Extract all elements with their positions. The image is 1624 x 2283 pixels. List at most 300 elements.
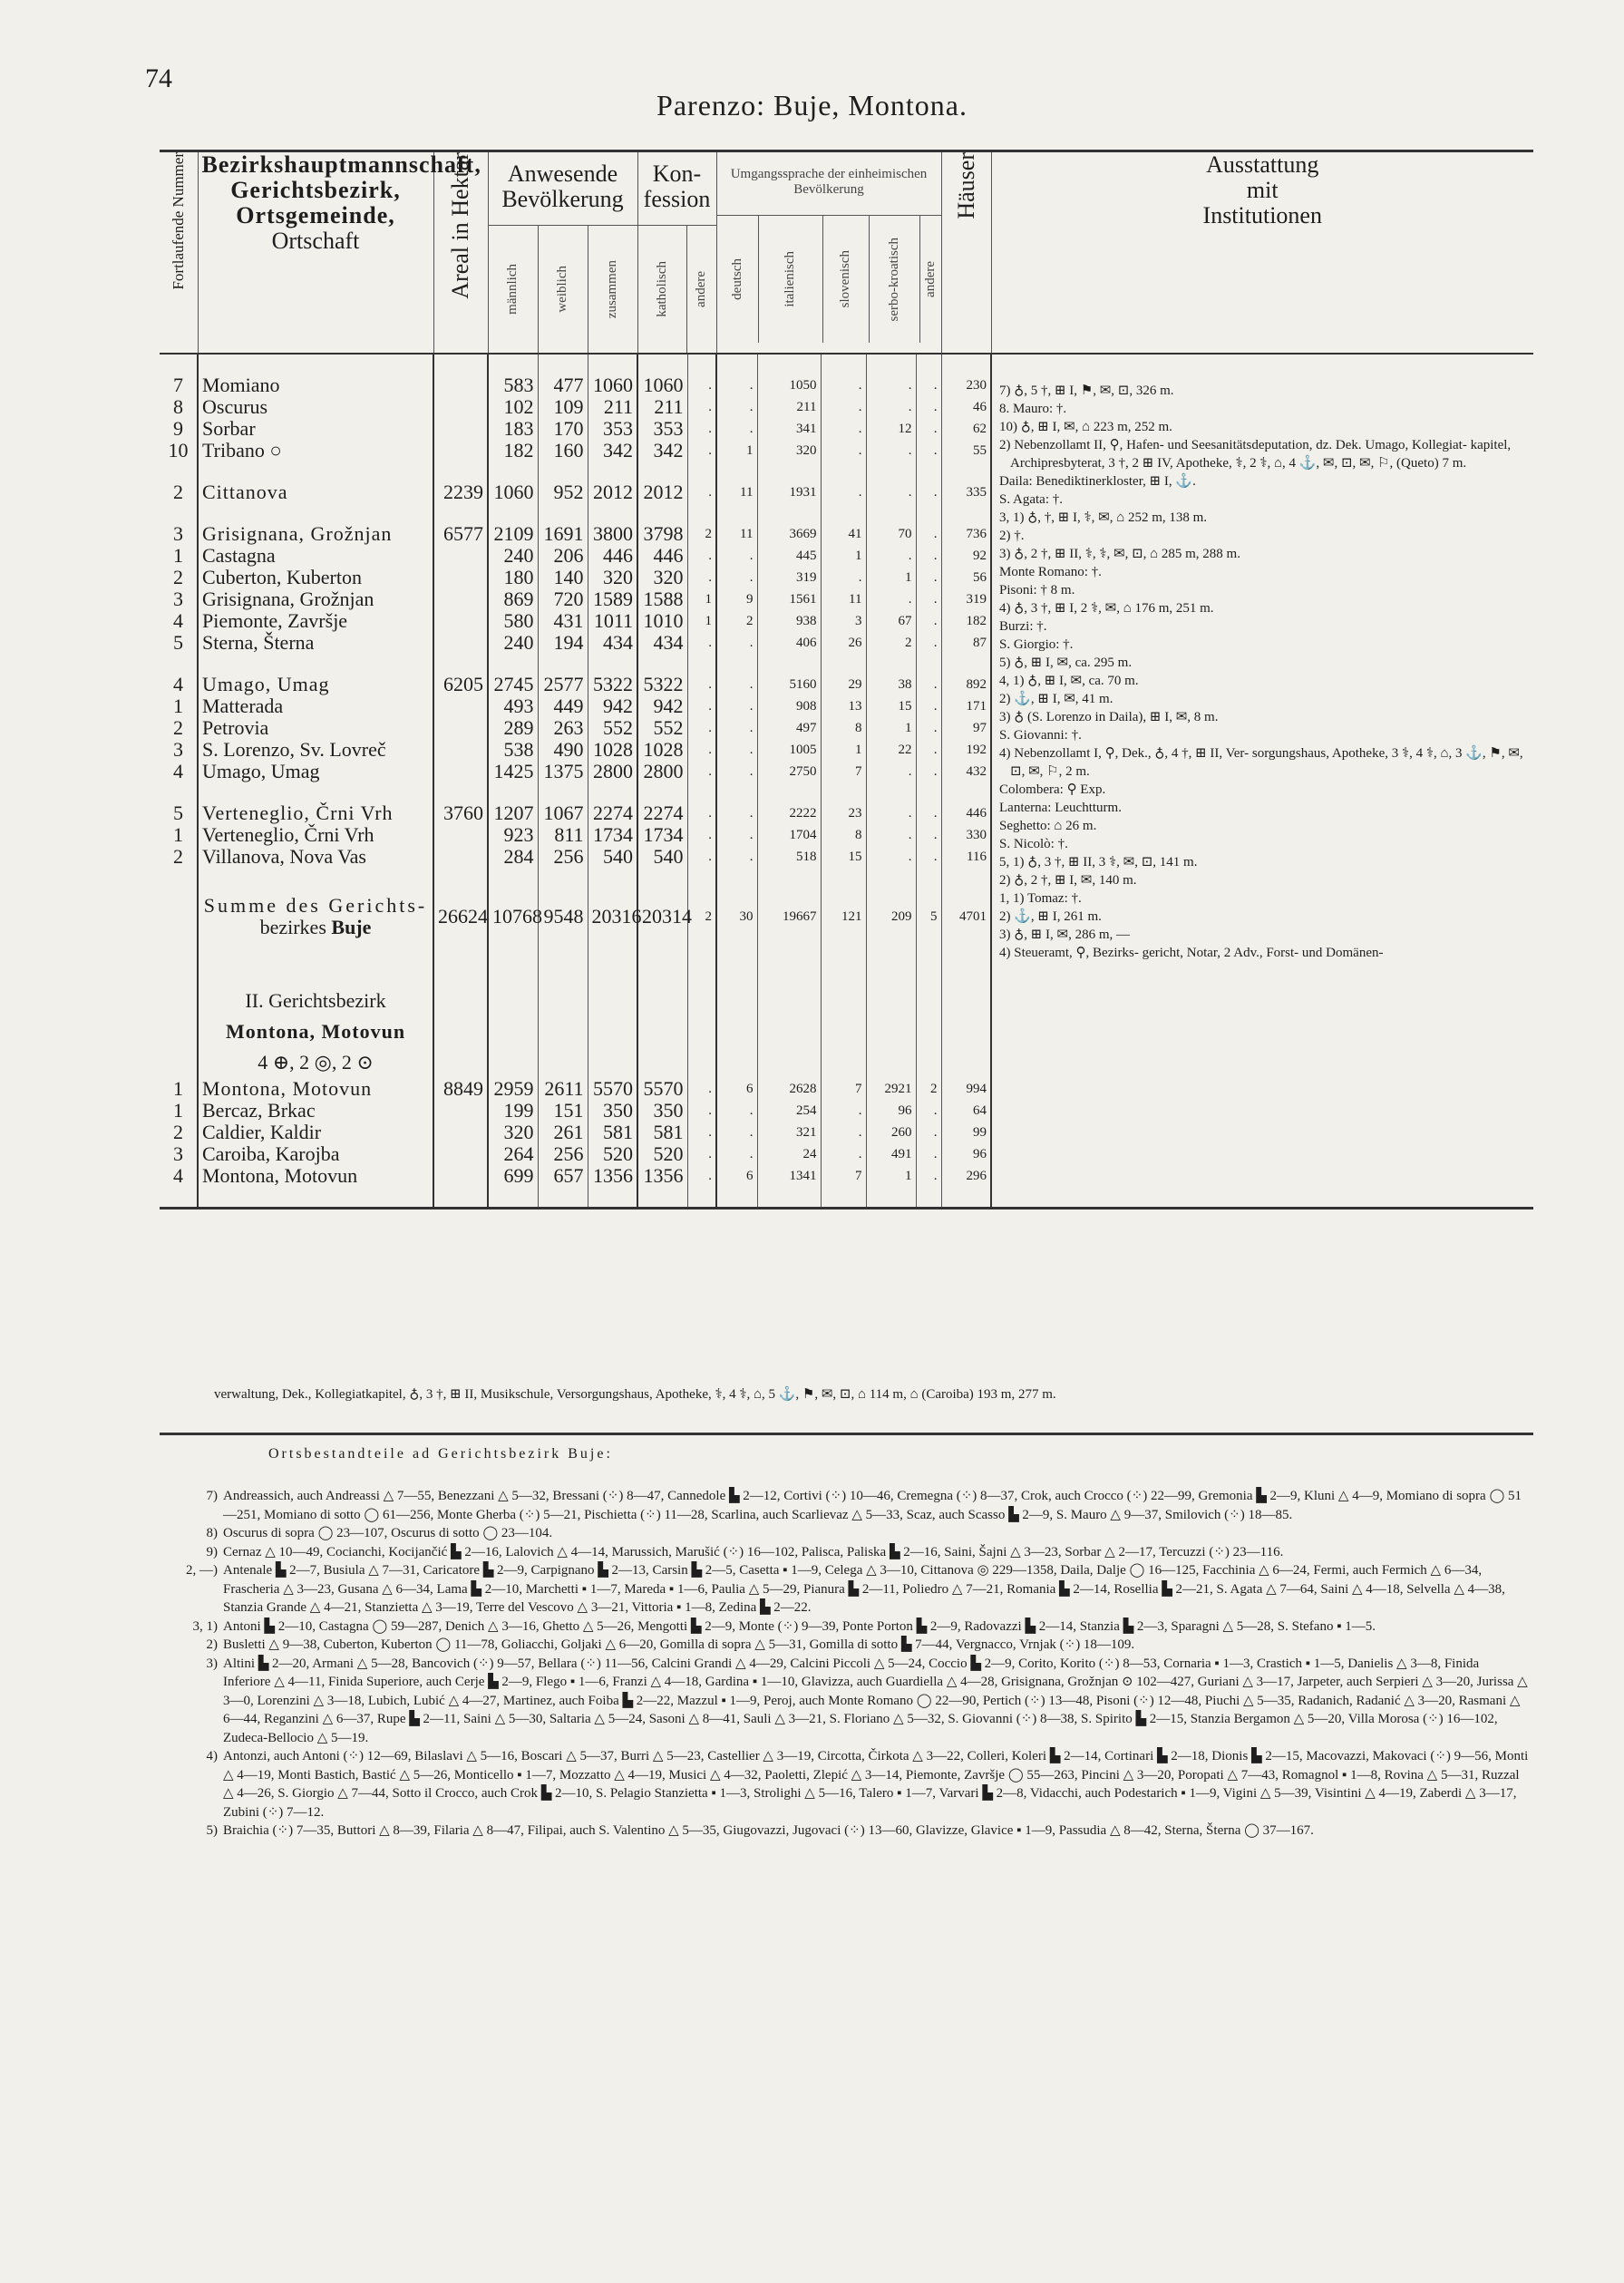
cell-z: 1060 [588, 374, 637, 396]
cell-an: . [916, 695, 941, 717]
cell-an: . [916, 846, 941, 868]
cell-de: . [716, 418, 757, 440]
cell-name: Caroiba, Karojba [198, 1143, 433, 1165]
cell-de: 9 [716, 588, 757, 610]
cell-an: . [916, 674, 941, 695]
note-line: Monte Romano: †. [999, 565, 1102, 579]
cell-h: 92 [941, 545, 991, 567]
cell-name: Tribano ○ [198, 440, 433, 461]
language-header: Umgangssprache der einheimischen Bevölkerung deutsch italienisch slovenisch serbo-kroatisch andere [716, 151, 941, 355]
sum-name [198, 888, 433, 946]
cell-sk: 2 [866, 632, 916, 654]
cell-a: . [687, 802, 716, 824]
ortsbestandteile-title: Ortsbestandteile ad Gerichtsbezirk Buje: [268, 1446, 613, 1462]
cell-sk: 15 [866, 695, 916, 717]
cell-area [433, 761, 488, 782]
cell-sk: . [866, 824, 916, 846]
cell-z: 1356 [588, 1165, 637, 1187]
cell-z: 353 [588, 418, 637, 440]
cell-area [433, 545, 488, 567]
ortsbestandteile-list [169, 1487, 1529, 1841]
cell-it: 1050 [757, 374, 821, 396]
cell-de: . [716, 1122, 757, 1143]
ortsbestandteil-entry [169, 1636, 1529, 1655]
cell-w: 261 [538, 1122, 588, 1143]
sum-h: 4701 [941, 888, 991, 946]
cell-sk: . [866, 374, 916, 396]
cell-sk: . [866, 802, 916, 824]
cell-w: 170 [538, 418, 588, 440]
cell-sl: . [821, 1122, 866, 1143]
cell-name: Piemonte, Završje [198, 610, 433, 632]
cell-m: 240 [488, 545, 538, 567]
cell-sl: . [821, 418, 866, 440]
cell-w: 256 [538, 1143, 588, 1165]
cell-m: 580 [488, 610, 538, 632]
cell-area [433, 567, 488, 588]
cell-sk: . [866, 481, 916, 503]
total-header: zusammen [605, 259, 619, 319]
cell-name: Caldier, Kaldir [198, 1122, 433, 1143]
cell-an: . [916, 632, 941, 654]
entry-label: 3) [206, 1656, 218, 1671]
cell-sl: 7 [821, 1078, 866, 1100]
cell-sl: 3 [821, 610, 866, 632]
cell-h: 319 [941, 588, 991, 610]
cell-w: 490 [538, 739, 588, 761]
cell-nr: 4 [160, 761, 198, 782]
entry-label: 2) [206, 1637, 218, 1652]
sum-area: 26624 [433, 888, 488, 946]
cell-name: Grisignana, Grožnjan [198, 523, 433, 545]
cell-sk: . [866, 396, 916, 418]
sum-label: Summe des Gerichts- [203, 894, 428, 917]
note-line: 8. Mauro: †. [999, 402, 1067, 416]
cell-z: 3800 [588, 523, 637, 545]
cell-area [433, 824, 488, 846]
cell-sl: . [821, 440, 866, 461]
cell-w: 657 [538, 1165, 588, 1187]
cell-nr: 4 [160, 674, 198, 695]
cell-it: 254 [757, 1100, 821, 1122]
cell-w: 449 [538, 695, 588, 717]
note-line: S. Agata: †. [999, 492, 1063, 507]
name-header: Bezirkshauptmannschaft, Gerichtsbezirk, Ortsgemeinde, Ortschaft [198, 151, 433, 355]
cell-nr: 4 [160, 610, 198, 632]
cell-de: . [716, 374, 757, 396]
sum-a: 2 [687, 888, 716, 946]
cell-w: 720 [538, 588, 588, 610]
cell-an: . [916, 1143, 941, 1165]
cell-area [433, 632, 488, 654]
cell-k: 3798 [637, 523, 687, 545]
cell-it: 321 [757, 1122, 821, 1143]
cell-an: . [916, 802, 941, 824]
cell-area [433, 610, 488, 632]
cell-m: 240 [488, 632, 538, 654]
german-header: deutsch [729, 258, 744, 300]
cell-a: . [687, 374, 716, 396]
cell-a: 2 [687, 523, 716, 545]
cell-name: Cuberton, Kuberton [198, 567, 433, 588]
cell-nr: 3 [160, 588, 198, 610]
cell-sk: 1 [866, 567, 916, 588]
ortsbestandteil-entry [169, 1543, 1529, 1562]
cell-h: 994 [941, 1078, 991, 1100]
cell-nr: 3 [160, 1143, 198, 1165]
cell-sl: 41 [821, 523, 866, 545]
serbo-croat-header: serbo-kroatisch [886, 237, 901, 322]
cell-h: 56 [941, 567, 991, 588]
cell-k: 540 [637, 846, 687, 868]
cell-area [433, 1143, 488, 1165]
cell-area [433, 1100, 488, 1122]
divider [160, 1433, 1533, 1435]
cell-z: 2012 [588, 481, 637, 503]
district-line1: II. Gerichtsbezirk [245, 989, 386, 1012]
cell-sk: 12 [866, 418, 916, 440]
cell-nr: 2 [160, 846, 198, 868]
entry-text: Braichia (⁘) 7—35, Buttori △ 8—39, Filaria △ 8—47, Filipai, auch S. Valentino △ 5—35, Giugovazzi, Jugovaci (⁘) 13—60, Glavizze, Glavice ▪ 1—9, Passudia △ 8—42, Sterna, Šterna ◯ 37—167. [223, 1823, 1314, 1838]
cell-k: 1588 [637, 588, 687, 610]
sum-sl: 121 [821, 888, 866, 946]
sum-m: 10768 [488, 888, 538, 946]
cell-h: 182 [941, 610, 991, 632]
cell-name: Castagna [198, 545, 433, 567]
cell-m: 1425 [488, 761, 538, 782]
cell-k: 1734 [637, 824, 687, 846]
cell-an: . [916, 396, 941, 418]
note-line: 3) ♁, ⊞ I, ✉, 286 m, — [999, 928, 1131, 942]
cell-h: 87 [941, 632, 991, 654]
cell-h: 192 [941, 739, 991, 761]
cell-k: 1028 [637, 739, 687, 761]
cell-sk: 2921 [866, 1078, 916, 1100]
cell-k: 342 [637, 440, 687, 461]
cell-nr: 1 [160, 545, 198, 567]
cell-a: . [687, 567, 716, 588]
cell-h: 892 [941, 674, 991, 695]
cell-nr: 5 [160, 802, 198, 824]
entry-label: 7) [206, 1489, 218, 1503]
note-line: 2) ⚓, ⊞ I, 261 m. [999, 909, 1102, 924]
cell-nr: 2 [160, 717, 198, 739]
cell-sk: . [866, 761, 916, 782]
note-line: 2) ⚓, ⊞ I, ✉, 41 m. [999, 692, 1113, 706]
note-line: 4) Nebenzollamt I, ⚲, Dek., ♁, 4 †, ⊞ II, Ver- sorgungshaus, Apotheke, 3 ⚕, 4 ⚕, ⌂, 3 ⚓, ⚑, ✉, ⊡, ✉, ⚐, 2 m. [999, 746, 1523, 779]
cell-w: 256 [538, 846, 588, 868]
sum-label-2: bezirkes Buje [259, 916, 372, 938]
cell-nr: 1 [160, 1100, 198, 1122]
cell-name: Sterna, Šterna [198, 632, 433, 654]
other-conf-header: andere [694, 271, 709, 307]
cell-a: . [687, 1165, 716, 1187]
cell-h: 64 [941, 1100, 991, 1122]
table-body [160, 354, 1533, 1209]
cell-a: . [687, 695, 716, 717]
cell-area [433, 739, 488, 761]
district-line2: Montona, Motovun [225, 1020, 406, 1043]
cell-nr: 10 [160, 440, 198, 461]
cell-z: 342 [588, 440, 637, 461]
cell-a: . [687, 1078, 716, 1100]
cell-m: 289 [488, 717, 538, 739]
cell-a: . [687, 739, 716, 761]
note-line: Pisoni: † 8 m. [999, 583, 1075, 597]
page-title: Parenzo: Buje, Montona. [656, 89, 968, 121]
cell-nr: 9 [160, 418, 198, 440]
ortsbestandteil-entry [169, 1655, 1529, 1748]
cell-m: 264 [488, 1143, 538, 1165]
cell-nr: 1 [160, 1078, 198, 1100]
cell-w: 1691 [538, 523, 588, 545]
cell-k: 350 [637, 1100, 687, 1122]
cell-a: . [687, 440, 716, 461]
cell-sk: 22 [866, 739, 916, 761]
entry-text: Busletti △ 9—38, Cuberton, Kuberton ◯ 11—78, Goliacchi, Goljaki △ 6—20, Gomilla di sopra △ 5—31, Gomilla di sotto ▙ 7—44, Vergnacco, Vrnjak (⁘) 18—109. [223, 1637, 1135, 1652]
cell-name: Montona, Motovun [198, 1078, 433, 1100]
note-line: Daila: Benediktinerkloster, ⊞ I, ⚓. [999, 474, 1196, 489]
cell-an: . [916, 761, 941, 782]
note-line: 3, 1) ♁, †, ⊞ I, ⚕, ✉, ⌂ 252 m, 138 m. [999, 510, 1208, 525]
cell-z: 434 [588, 632, 637, 654]
cell-it: 2222 [757, 802, 821, 824]
entry-label: 2, —) [186, 1563, 218, 1578]
sum-sk: 209 [866, 888, 916, 946]
note-line: Lanterna: Leuchtturm. [999, 801, 1122, 815]
catholic-header: katholisch [654, 261, 669, 317]
note-line: 4, 1) ♁, ⊞ I, ✉, ca. 70 m. [999, 674, 1139, 688]
cell-k: 581 [637, 1122, 687, 1143]
cell-area [433, 440, 488, 461]
cell-name: Matterada [198, 695, 433, 717]
cell-it: 908 [757, 695, 821, 717]
cell-a: 1 [687, 588, 716, 610]
cell-area [433, 588, 488, 610]
note-line: 4) ♁, 3 †, ⊞ I, 2 ⚕, ✉, ⌂ 176 m, 251 m. [999, 601, 1214, 616]
cell-k: 1060 [637, 374, 687, 396]
cell-an: . [916, 418, 941, 440]
cell-sk: 491 [866, 1143, 916, 1165]
houses-header: Häuser [941, 151, 991, 355]
cell-nr: 2 [160, 481, 198, 503]
cell-z: 5322 [588, 674, 637, 695]
cell-m: 320 [488, 1122, 538, 1143]
cell-an: . [916, 374, 941, 396]
cell-a: . [687, 1100, 716, 1122]
cell-nr: 4 [160, 1165, 198, 1187]
note-line: Colombera: ⚲ Exp. [999, 782, 1106, 797]
cell-a: . [687, 824, 716, 846]
cell-k: 2274 [637, 802, 687, 824]
cell-a: . [687, 1143, 716, 1165]
cell-m: 699 [488, 1165, 538, 1187]
cell-sl: 15 [821, 846, 866, 868]
cell-w: 431 [538, 610, 588, 632]
cell-an: 2 [916, 1078, 941, 1100]
cell-de: . [716, 846, 757, 868]
entry-text: Antoni ▙ 2—10, Castagna ◯ 59—287, Denich △ 3—16, Ghetto △ 5—26, Mengotti ▙ 2—9, Monte (⁘) 9—39, Ponte Porton ▙ 2—9, Radovazzi ▙ 2—14, Stanzia ▙ 2—3, Sparagni △ 5—28, S. Stefano ▪ 1—5. [223, 1618, 1376, 1634]
cell-w: 2611 [538, 1078, 588, 1100]
cell-z: 1028 [588, 739, 637, 761]
cell-z: 5570 [588, 1078, 637, 1100]
confession-header: Kon-fession katholisch andere [637, 151, 716, 355]
cell-h: 55 [941, 440, 991, 461]
entry-label: 8) [206, 1526, 218, 1540]
ortsbestandteil-entry [169, 1618, 1529, 1637]
cell-an: . [916, 610, 941, 632]
entry-label: 5) [206, 1823, 218, 1838]
cell-name: Oscurus [198, 396, 433, 418]
population-header: Anwesende Bevölkerung männlich weiblich zusammen [488, 151, 637, 355]
cell-name: Bercaz, Brkac [198, 1100, 433, 1122]
cell-it: 341 [757, 418, 821, 440]
statistics-table [160, 150, 1533, 1210]
cell-z: 2274 [588, 802, 637, 824]
cell-a: . [687, 396, 716, 418]
cell-w: 160 [538, 440, 588, 461]
cell-w: 194 [538, 632, 588, 654]
cell-h: 330 [941, 824, 991, 846]
cell-m: 182 [488, 440, 538, 461]
cell-it: 3669 [757, 523, 821, 545]
cell-w: 2577 [538, 674, 588, 695]
cell-sl: 26 [821, 632, 866, 654]
cell-sl: . [821, 396, 866, 418]
cell-k: 2012 [637, 481, 687, 503]
cell-k: 434 [637, 632, 687, 654]
note-line: 10) ♁, ⊞ I, ✉, ⌂ 223 m, 252 m. [999, 420, 1172, 434]
cell-k: 1356 [637, 1165, 687, 1187]
cell-nr: 3 [160, 523, 198, 545]
ortsbestandteil-entry [169, 1487, 1529, 1524]
entry-text: Andreassich, auch Andreassi △ 7—55, Benezzani △ 5—32, Bressani (⁘) 8—47, Cannedole ▙ 2—12, Cortivi (⁘) 10—46, Cremegna (⁘) 8—37, Crok, auch Crocco (⁘) 22—99, Gremonia ▙ 2—9, Kluni △ 4—9, Momiano di sopra ◯ 51—251, Momiano di sotto ◯ 61—256, Monte Gherba (⁘) 5—21, Pischietta (⁘) 11—28, Scarlina, auch Scarlievaz △ 5—33, Scaz, auch Scasso ▙ 2—9, S. Mauro △ 9—37, Smilovich (⁘) 18—85. [223, 1489, 1522, 1522]
cell-an: . [916, 1165, 941, 1187]
note-line: 3) ♁ (S. Lorenzo in Daila), ⊞ I, ✉, 8 m. [999, 710, 1219, 724]
cell-name: Umago, Umag [198, 761, 433, 782]
cell-area [433, 396, 488, 418]
cell-area [433, 846, 488, 868]
cell-m: 180 [488, 567, 538, 588]
entry-text: Antenale ▙ 2—7, Busiula △ 7—31, Caricatore ▙ 2—9, Carpignano ▙ 2—13, Carsin ▙ 2—5, Casetta ▪ 1—9, Celega △ 3—10, Cittanova ◎ 229—1358, Daila, Dalje ◯ 16—125, Facchinia △ 6—24, Fermi, auch Fermich △ 6—34, Frascheria △ 3—23, Gusana △ 6—34, Lama ▙ 2—10, Marchetti ▪ 1—7, Mareda ▪ 1—6, Paulia △ 5—29, Pianura ▙ 2—11, Poliedro △ 7—21, Romania ▙ 2—14, Rosellia ▙ 2—21, S. Agata △ 7—64, Saini △ 4—18, Selvella △ 4—38, Stanzia Grande △ 4—21, Stanzietta △ 3—19, Terre del Vescovo △ 3—21, Vittoria ▪ 1—8, Zedina ▙ 2—22. [223, 1563, 1505, 1615]
notes-continuation: verwaltung, Dek., Kollegiatkapitel, ♁, 3 †, ⊞ II, Musikschule, Versorgungshaus, Apotheke, ⚕, 4 ⚕, ⌂, 5 ⚓, ⚑, ✉, ⊡, ⌂ 114 m, ⌂ (Caroiba) 193 m, 277 m. [214, 1387, 1056, 1402]
note-line: Burzi: †. [999, 619, 1047, 634]
cell-sl: 1 [821, 739, 866, 761]
cell-name: Umago, Umag [198, 674, 433, 695]
cell-de: . [716, 1100, 757, 1122]
cell-w: 477 [538, 374, 588, 396]
cell-z: 552 [588, 717, 637, 739]
cell-it: 445 [757, 545, 821, 567]
cell-area: 8849 [433, 1078, 488, 1100]
male-header: männlich [505, 264, 520, 315]
cell-m: 2109 [488, 523, 538, 545]
ortsbestandteil-entry [169, 1747, 1529, 1822]
cell-h: 99 [941, 1122, 991, 1143]
cell-it: 5160 [757, 674, 821, 695]
other-lang-header: andere [922, 261, 938, 297]
cell-w: 811 [538, 824, 588, 846]
cell-name: Villanova, Nova Vas [198, 846, 433, 868]
cell-an: . [916, 1122, 941, 1143]
cell-area: 6577 [433, 523, 488, 545]
cell-sk: 260 [866, 1122, 916, 1143]
cell-m: 284 [488, 846, 538, 868]
cell-a: . [687, 717, 716, 739]
cell-nr: 2 [160, 1122, 198, 1143]
cell-h: 171 [941, 695, 991, 717]
cell-area [433, 418, 488, 440]
cell-h: 116 [941, 846, 991, 868]
cell-sl: 8 [821, 717, 866, 739]
cell-de: . [716, 824, 757, 846]
cell-it: 320 [757, 440, 821, 461]
cell-it: 2750 [757, 761, 821, 782]
cell-it: 1931 [757, 481, 821, 503]
cell-a: . [687, 761, 716, 782]
entry-text: Altini ▙ 2—20, Armani △ 5—28, Bancovich (⁘) 9—57, Bellara (⁘) 11—56, Calcini Grandi △ 4—29, Calcini Piccoli △ 5—24, Coccio ▙ 2—9, Corito, Korito (⁘) 8—53, Cornaria ▪ 1—3, Crastich ▪ 1—5, Danielis △ 3—8, Finida Inferiore △ 4—11, Finida Superiore, auch Cerje ▙ 2—9, Flego ▪ 1—6, Franzi △ 4—18, Gardina ▪ 1—10, Glavizza, auch Guardiella △ 4—28, Grisignana, Grožnjan ⊙ 102—427, Guriani △ 3—17, Jarpeter, auch Serpieri △ 3—20, Jurissa △ 3—0, Lorenzini △ 3—18, Lubich, Lubić △ 4—27, Martinez, auch Foiba ▙ 2—22, Mazzul ▪ 1—9, Peroj, auch Monte Romano ◯ 22—90, Pertich (⁘) 13—48, Pisoni (⁘) 12—48, Piuchi △ 5—35, Radanich, Radanić △ 3—20, Rasmani △ 6—44, Reganzini △ 6—37, Rupe ▙ 2—11, Saini △ 5—30, Saltaria △ 5—24, Sasoni △ 8—41, Sauli △ 3—21, S. Floriano △ 5—32, S. Giovanni (⁘) 8—38, S. Spirito ▙ 2—15, Stanzia Bergamon △ 5—20, Villa Morosa (⁘) 16—102, Zudeca-Bellocio △ 5—19. [223, 1656, 1528, 1745]
note-line: 5, 1) ♁, 3 †, ⊞ II, 3 ⚕, ✉, ⊡, 141 m. [999, 855, 1198, 869]
cell-it: 1341 [757, 1165, 821, 1187]
cell-sl: 13 [821, 695, 866, 717]
note-line: 3) ♁, 2 †, ⊞ II, ⚕, ⚕, ✉, ⊡, ⌂ 285 m, 288 m. [999, 547, 1240, 561]
cell-sk: 70 [866, 523, 916, 545]
italian-header: italienisch [783, 251, 797, 307]
cell-a: . [687, 674, 716, 695]
cell-sl: . [821, 1100, 866, 1122]
cell-de: . [716, 545, 757, 567]
cell-area [433, 374, 488, 396]
cell-z: 1011 [588, 610, 637, 632]
sum-an: 5 [916, 888, 941, 946]
cell-m: 493 [488, 695, 538, 717]
cell-sk: . [866, 440, 916, 461]
cell-de: . [716, 761, 757, 782]
cell-sk: 96 [866, 1100, 916, 1122]
cell-m: 199 [488, 1100, 538, 1122]
cell-sk: 38 [866, 674, 916, 695]
cell-nr: 1 [160, 824, 198, 846]
cell-w: 206 [538, 545, 588, 567]
cell-sl: . [821, 481, 866, 503]
cell-name: Montona, Motovun [198, 1165, 433, 1187]
cell-it: 1704 [757, 824, 821, 846]
note-line: 2) Nebenzollamt II, ⚲, Hafen- und Seesanitätsdeputation, dz. Dek. Umago, Kollegiat- kapitel, Archipresbyterat, 3 †, 2 ⊞ IV, Apotheke, ⚕, 2 ⚕, ⌂, 4 ⚓, ✉, ⊡, ✉, ⚐, (Queto) 7 m. [999, 438, 1512, 471]
cell-it: 518 [757, 846, 821, 868]
cell-de: . [716, 396, 757, 418]
cell-name: S. Lorenzo, Sv. Lovreč [198, 739, 433, 761]
cell-sl: 7 [821, 761, 866, 782]
note-line: 5) ♁, ⊞ I, ✉, ca. 295 m. [999, 656, 1133, 670]
cell-w: 263 [538, 717, 588, 739]
cell-h: 446 [941, 802, 991, 824]
cell-h: 736 [941, 523, 991, 545]
entry-label: 3, 1) [192, 1618, 218, 1634]
note-line: 7) ♁, 5 †, ⊞ I, ⚑, ✉, ⊡, 326 m. [999, 384, 1174, 398]
cell-a: . [687, 481, 716, 503]
cell-de: 11 [716, 481, 757, 503]
cell-de: . [716, 695, 757, 717]
cell-sl: 29 [821, 674, 866, 695]
note-line: S. Nicolò: †. [999, 837, 1068, 851]
cell-z: 540 [588, 846, 637, 868]
note-line: S. Giovanni: †. [999, 728, 1082, 743]
cell-h: 46 [941, 396, 991, 418]
cell-it: 24 [757, 1143, 821, 1165]
cell-h: 296 [941, 1165, 991, 1187]
cell-a: . [687, 418, 716, 440]
female-header: weiblich [555, 266, 569, 313]
